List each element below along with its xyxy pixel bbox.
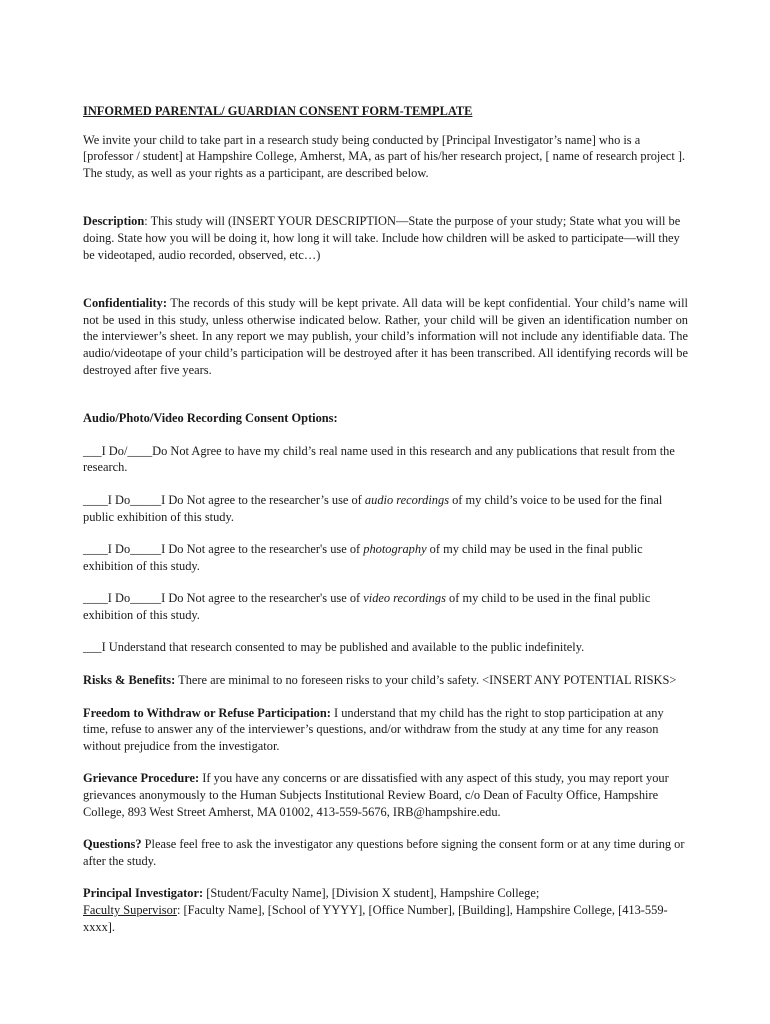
- freedom-paragraph: [83, 705, 688, 755]
- consent-option-video[interactable]: [83, 590, 688, 623]
- freedom-text: I understand that my child has the right to stop participation at any time, refuse to answer any of the interviewer’s questions, and/or withdraw from the study at any time for any reason without prejudice from the investigator.: [83, 705, 664, 753]
- consent-option-audio[interactable]: [83, 492, 688, 525]
- consent-form-page: [83, 103, 688, 935]
- consent-option-audio-before: ____I Do_____I Do Not agree to the researcher’s use of: [83, 492, 365, 507]
- form-title: INFORMED PARENTAL/ GUARDIAN CONSENT FORM-TEMPLATE: [83, 104, 473, 118]
- grievance-text: If you have any concerns or are dissatisfied with any aspect of this study, you may report your grievances anonymously to the Human Subjects Institutional Review Board, c/o Dean of Faculty Office, Hampshire College, 893 West Street Amherst, MA 01002, 413-559-5676, IRB@hampshire.edu.: [83, 771, 669, 819]
- confidentiality-label: Confidentiality:: [83, 296, 167, 311]
- supervisor-text: : [Faculty Name], [School of YYYY], [Office Number], [Building], Hampshire College, [413-559-xxxx].: [83, 903, 668, 934]
- questions-paragraph: [83, 836, 688, 869]
- consent-option-photo-before: ____I Do_____I Do Not agree to the researcher's use of: [83, 542, 364, 557]
- risks-text: There are minimal to no foreseen risks to your child’s safety. <INSERT ANY POTENTIAL RISKS>: [175, 673, 677, 688]
- freedom-label: Freedom to Withdraw or Refuse Participation:: [83, 705, 331, 720]
- consent-option-publication[interactable]: ___I Understand that research consented to may be published and available to the public indefinitely.: [83, 640, 585, 655]
- consent-option-video-before: ____I Do_____I Do Not agree to the researcher's use of: [83, 591, 364, 606]
- grievance-label: Grievance Procedure:: [83, 771, 200, 786]
- risks-label: Risks & Benefits:: [83, 673, 176, 688]
- risks-paragraph: [83, 672, 688, 689]
- description-paragraph: [83, 213, 688, 263]
- consent-option-photography[interactable]: [83, 541, 688, 574]
- supervisor-label: Faculty Supervisor: [83, 903, 177, 917]
- consent-option-video-after: of my child to be used in the final public exhibition of this study.: [83, 591, 651, 622]
- confidentiality-paragraph: [83, 295, 688, 378]
- principal-investigator-line: [83, 885, 688, 902]
- pi-label: Principal Investigator:: [83, 886, 204, 901]
- questions-label: Questions?: [83, 837, 142, 852]
- questions-text: Please feel free to ask the investigator any questions before signing the consent form or at any time during or after the study.: [83, 837, 685, 868]
- consent-option-video-em: video recordings: [363, 591, 446, 606]
- intro-paragraph: We invite your child to take part in a research study being conducted by [Principal Investigator’s name] who is a [professor / student] at Hampshire College, Amherst, MA, as part of his/her research project, [ name of research project ]. The study, as well as your rights as a participant, are described below.: [83, 132, 686, 180]
- consent-option-audio-em: audio recordings: [364, 492, 450, 507]
- faculty-supervisor-line: [83, 902, 688, 935]
- recording-consent-heading: Audio/Photo/Video Recording Consent Options:: [83, 411, 338, 426]
- consent-option-audio-after: of my child’s voice to be used for the final public exhibition of this study.: [83, 492, 663, 524]
- consent-option-photo-after: of my child may be used in the final public exhibition of this study.: [83, 542, 643, 573]
- grievance-paragraph: [83, 770, 688, 820]
- description-label: Description: [83, 214, 145, 229]
- consent-option-photo-em: photography: [363, 542, 427, 557]
- confidentiality-text: The records of this study will be kept private. All data will be kept confidential. Your child’s name will not be used in this study, unless otherwise indicated below. Rather, your child will be given an identification number on the interviewer’s sheet. In any report we may publish, your child’s information will not include any identifiable data. The audio/videotape of your child’s participation will be destroyed after it has been transcribed. All identifying records will be destroyed after five years.: [83, 296, 688, 377]
- description-text: : This study will (INSERT YOUR DESCRIPTION—State the purpose of your study; State what you will be doing. State how you will be doing it, how long it will take. Include how children will be asked to participate—will they be videotaped, audio recorded, observed, etc…): [83, 214, 681, 262]
- pi-text: [Student/Faculty Name], [Division X student], Hampshire College;: [203, 886, 540, 901]
- consent-option-real-name[interactable]: ___I Do/____Do Not Agree to have my child’s real name used in this research and any publications that result from the research.: [83, 443, 675, 475]
